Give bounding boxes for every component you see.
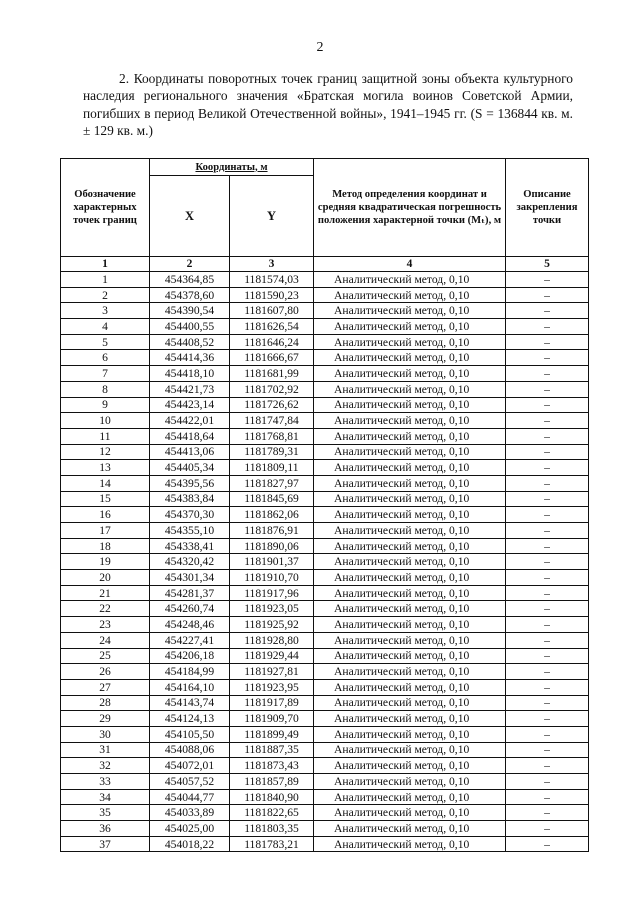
description-cell: – [506, 679, 589, 695]
x-coordinate-cell: 454088,06 [150, 742, 230, 758]
x-coordinate-cell: 454408,52 [150, 334, 230, 350]
y-coordinate-cell: 1181747,84 [230, 413, 314, 429]
y-coordinate-cell: 1181607,80 [230, 303, 314, 319]
description-cell: – [506, 726, 589, 742]
description-cell: – [506, 460, 589, 476]
description-cell: – [506, 444, 589, 460]
y-coordinate-cell: 1181803,35 [230, 821, 314, 837]
description-cell: – [506, 523, 589, 539]
table-row [61, 601, 589, 617]
description-cell: – [506, 711, 589, 727]
table-row [61, 523, 589, 539]
description-cell: – [506, 554, 589, 570]
y-coordinate-cell: 1181626,54 [230, 319, 314, 335]
description-cell: – [506, 695, 589, 711]
description-cell: – [506, 303, 589, 319]
method-cell: Аналитический метод, 0,10 [314, 679, 506, 695]
point-number-cell: 34 [61, 789, 150, 805]
description-cell: – [506, 585, 589, 601]
method-cell: Аналитический метод, 0,10 [314, 821, 506, 837]
description-cell: – [506, 758, 589, 774]
table-row [61, 428, 589, 444]
y-coordinate-cell: 1181910,70 [230, 570, 314, 586]
method-cell: Аналитический метод, 0,10 [314, 381, 506, 397]
y-coordinate-cell: 1181574,03 [230, 272, 314, 288]
table-row [61, 334, 589, 350]
point-number-cell: 36 [61, 821, 150, 837]
point-number-cell: 11 [61, 428, 150, 444]
x-coordinate-cell: 454018,22 [150, 836, 230, 852]
x-coordinate-cell: 454072,01 [150, 758, 230, 774]
x-coordinate-cell: 454184,99 [150, 664, 230, 680]
method-cell: Аналитический метод, 0,10 [314, 334, 506, 350]
x-coordinate-cell: 454370,30 [150, 507, 230, 523]
table-row [61, 397, 589, 413]
table-row [61, 287, 589, 303]
y-coordinate-cell: 1181887,35 [230, 742, 314, 758]
description-cell: – [506, 413, 589, 429]
description-cell: – [506, 366, 589, 382]
point-number-cell: 16 [61, 507, 150, 523]
table-row [61, 679, 589, 695]
description-cell: – [506, 601, 589, 617]
x-coordinate-cell: 454260,74 [150, 601, 230, 617]
table-row [61, 303, 589, 319]
table-row [61, 585, 589, 601]
method-cell: Аналитический метод, 0,10 [314, 554, 506, 570]
coordinates-table [60, 158, 589, 852]
point-number-cell: 17 [61, 523, 150, 539]
method-cell: Аналитический метод, 0,10 [314, 272, 506, 288]
y-coordinate-cell: 1181666,67 [230, 350, 314, 366]
point-number-cell: 7 [61, 366, 150, 382]
y-coordinate-cell: 1181681,99 [230, 366, 314, 382]
table-row [61, 617, 589, 633]
y-coordinate-cell: 1181646,24 [230, 334, 314, 350]
description-cell: – [506, 334, 589, 350]
y-coordinate-cell: 1181768,81 [230, 428, 314, 444]
method-cell: Аналитический метод, 0,10 [314, 491, 506, 507]
table-row [61, 475, 589, 491]
header-coordinates [150, 159, 314, 176]
x-coordinate-cell: 454124,13 [150, 711, 230, 727]
x-coordinate-cell: 454206,18 [150, 648, 230, 664]
method-cell: Аналитический метод, 0,10 [314, 475, 506, 491]
x-coordinate-cell: 454143,74 [150, 695, 230, 711]
x-coordinate-cell: 454248,46 [150, 617, 230, 633]
x-coordinate-cell: 454281,37 [150, 585, 230, 601]
y-coordinate-cell: 1181929,44 [230, 648, 314, 664]
description-cell: – [506, 428, 589, 444]
description-cell: – [506, 491, 589, 507]
y-coordinate-cell: 1181917,89 [230, 695, 314, 711]
x-coordinate-cell: 454025,00 [150, 821, 230, 837]
section-heading-text: 2. Координаты поворотных точек границ защитной зоны объекта культурного наследия регионального значения «Братская могила воинов Советской Армии, погибших в период Великой Отечественной войны», 1941–1945 гг. (S = 136844 кв. м. ± 129 кв. м.) [83, 71, 573, 139]
table-row [61, 758, 589, 774]
x-coordinate-cell: 454378,60 [150, 287, 230, 303]
description-cell: – [506, 836, 589, 852]
point-number-cell: 2 [61, 287, 150, 303]
description-cell: – [506, 507, 589, 523]
description-cell: – [506, 632, 589, 648]
method-cell: Аналитический метод, 0,10 [314, 287, 506, 303]
description-cell: – [506, 648, 589, 664]
method-cell: Аналитический метод, 0,10 [314, 726, 506, 742]
point-number-cell: 15 [61, 491, 150, 507]
method-cell: Аналитический метод, 0,10 [314, 585, 506, 601]
header-coordinates-text: Координаты, м [195, 161, 268, 173]
description-cell: – [506, 664, 589, 680]
x-coordinate-cell: 454338,41 [150, 538, 230, 554]
method-cell: Аналитический метод, 0,10 [314, 836, 506, 852]
point-number-cell: 37 [61, 836, 150, 852]
point-number-cell: 6 [61, 350, 150, 366]
description-cell: – [506, 350, 589, 366]
x-coordinate-cell: 454395,56 [150, 475, 230, 491]
method-cell: Аналитический метод, 0,10 [314, 774, 506, 790]
x-coordinate-cell: 454400,55 [150, 319, 230, 335]
description-cell: – [506, 538, 589, 554]
method-cell: Аналитический метод, 0,10 [314, 570, 506, 586]
y-coordinate-cell: 1181899,49 [230, 726, 314, 742]
method-cell: Аналитический метод, 0,10 [314, 303, 506, 319]
table-row [61, 805, 589, 821]
y-coordinate-cell: 1181789,31 [230, 444, 314, 460]
description-cell: – [506, 821, 589, 837]
x-coordinate-cell: 454105,50 [150, 726, 230, 742]
table-row [61, 319, 589, 335]
description-cell: – [506, 475, 589, 491]
point-number-cell: 1 [61, 272, 150, 288]
header-x: X [150, 176, 230, 257]
column-number: 4 [314, 257, 506, 272]
method-cell: Аналитический метод, 0,10 [314, 617, 506, 633]
header-method: Метод определения координат и средняя квадратическая погрешность положения характерной точки (Mₜ), м [314, 159, 506, 257]
y-coordinate-cell: 1181890,06 [230, 538, 314, 554]
method-cell: Аналитический метод, 0,10 [314, 632, 506, 648]
point-number-cell: 32 [61, 758, 150, 774]
table-row [61, 491, 589, 507]
method-cell: Аналитический метод, 0,10 [314, 350, 506, 366]
table-body [61, 272, 589, 852]
point-number-cell: 28 [61, 695, 150, 711]
y-coordinate-cell: 1181702,92 [230, 381, 314, 397]
x-coordinate-cell: 454364,85 [150, 272, 230, 288]
point-number-cell: 8 [61, 381, 150, 397]
x-coordinate-cell: 454390,54 [150, 303, 230, 319]
table-row [61, 695, 589, 711]
x-coordinate-cell: 454383,84 [150, 491, 230, 507]
table-row [61, 444, 589, 460]
point-number-cell: 18 [61, 538, 150, 554]
x-coordinate-cell: 454423,14 [150, 397, 230, 413]
table-row [61, 460, 589, 476]
y-coordinate-cell: 1181822,65 [230, 805, 314, 821]
table-row [61, 632, 589, 648]
y-coordinate-cell: 1181925,92 [230, 617, 314, 633]
table-row [61, 742, 589, 758]
point-number-cell: 30 [61, 726, 150, 742]
table-row [61, 648, 589, 664]
point-number-cell: 33 [61, 774, 150, 790]
point-number-cell: 29 [61, 711, 150, 727]
y-coordinate-cell: 1181840,90 [230, 789, 314, 805]
point-number-cell: 14 [61, 475, 150, 491]
y-coordinate-cell: 1181928,80 [230, 632, 314, 648]
table-row [61, 272, 589, 288]
point-number-cell: 9 [61, 397, 150, 413]
method-cell: Аналитический метод, 0,10 [314, 758, 506, 774]
y-coordinate-cell: 1181927,81 [230, 664, 314, 680]
y-coordinate-cell: 1181827,97 [230, 475, 314, 491]
x-coordinate-cell: 454320,42 [150, 554, 230, 570]
method-cell: Аналитический метод, 0,10 [314, 601, 506, 617]
y-coordinate-cell: 1181917,96 [230, 585, 314, 601]
point-number-cell: 20 [61, 570, 150, 586]
description-cell: – [506, 319, 589, 335]
method-cell: Аналитический метод, 0,10 [314, 444, 506, 460]
description-cell: – [506, 617, 589, 633]
y-coordinate-cell: 1181590,23 [230, 287, 314, 303]
x-coordinate-cell: 454057,52 [150, 774, 230, 790]
point-number-cell: 3 [61, 303, 150, 319]
x-coordinate-cell: 454422,01 [150, 413, 230, 429]
point-number-cell: 10 [61, 413, 150, 429]
header-y: Y [230, 176, 314, 257]
y-coordinate-cell: 1181845,69 [230, 491, 314, 507]
table-row [61, 507, 589, 523]
table-row [61, 774, 589, 790]
description-cell: – [506, 381, 589, 397]
method-cell: Аналитический метод, 0,10 [314, 664, 506, 680]
column-number: 2 [150, 257, 230, 272]
method-cell: Аналитический метод, 0,10 [314, 711, 506, 727]
x-coordinate-cell: 454418,64 [150, 428, 230, 444]
x-coordinate-cell: 454355,10 [150, 523, 230, 539]
table-row [61, 711, 589, 727]
method-cell: Аналитический метод, 0,10 [314, 366, 506, 382]
description-cell: – [506, 287, 589, 303]
point-number-cell: 13 [61, 460, 150, 476]
description-cell: – [506, 397, 589, 413]
table-row [61, 413, 589, 429]
table-row [61, 726, 589, 742]
point-number-cell: 35 [61, 805, 150, 821]
x-coordinate-cell: 454405,34 [150, 460, 230, 476]
point-number-cell: 26 [61, 664, 150, 680]
x-coordinate-cell: 454418,10 [150, 366, 230, 382]
point-number-cell: 12 [61, 444, 150, 460]
header-description: Описание закрепления точки [506, 159, 589, 257]
description-cell: – [506, 805, 589, 821]
y-coordinate-cell: 1181862,06 [230, 507, 314, 523]
point-number-cell: 24 [61, 632, 150, 648]
point-number-cell: 27 [61, 679, 150, 695]
point-number-cell: 19 [61, 554, 150, 570]
x-coordinate-cell: 454414,36 [150, 350, 230, 366]
method-cell: Аналитический метод, 0,10 [314, 789, 506, 805]
method-cell: Аналитический метод, 0,10 [314, 805, 506, 821]
x-coordinate-cell: 454301,34 [150, 570, 230, 586]
point-number-cell: 22 [61, 601, 150, 617]
description-cell: – [506, 789, 589, 805]
method-cell: Аналитический метод, 0,10 [314, 428, 506, 444]
method-cell: Аналитический метод, 0,10 [314, 397, 506, 413]
x-coordinate-cell: 454227,41 [150, 632, 230, 648]
y-coordinate-cell: 1181909,70 [230, 711, 314, 727]
method-cell: Аналитический метод, 0,10 [314, 538, 506, 554]
table-row [61, 381, 589, 397]
point-number-cell: 4 [61, 319, 150, 335]
table-row [61, 664, 589, 680]
y-coordinate-cell: 1181873,43 [230, 758, 314, 774]
header-point-designation: Обозначение характерных точек границ [61, 159, 150, 257]
method-cell: Аналитический метод, 0,10 [314, 742, 506, 758]
y-coordinate-cell: 1181809,11 [230, 460, 314, 476]
y-coordinate-cell: 1181923,05 [230, 601, 314, 617]
table-row [61, 554, 589, 570]
y-coordinate-cell: 1181726,62 [230, 397, 314, 413]
description-cell: – [506, 774, 589, 790]
point-number-cell: 25 [61, 648, 150, 664]
table-row [61, 570, 589, 586]
column-number: 5 [506, 257, 589, 272]
table-row [61, 836, 589, 852]
method-cell: Аналитический метод, 0,10 [314, 413, 506, 429]
x-coordinate-cell: 454421,73 [150, 381, 230, 397]
method-cell: Аналитический метод, 0,10 [314, 507, 506, 523]
y-coordinate-cell: 1181901,37 [230, 554, 314, 570]
table-row [61, 538, 589, 554]
column-number: 3 [230, 257, 314, 272]
method-cell: Аналитический метод, 0,10 [314, 319, 506, 335]
description-cell: – [506, 272, 589, 288]
point-number-cell: 31 [61, 742, 150, 758]
table-row [61, 789, 589, 805]
x-coordinate-cell: 454044,77 [150, 789, 230, 805]
y-coordinate-cell: 1181876,91 [230, 523, 314, 539]
x-coordinate-cell: 454033,89 [150, 805, 230, 821]
point-number-cell: 23 [61, 617, 150, 633]
point-number-cell: 21 [61, 585, 150, 601]
method-cell: Аналитический метод, 0,10 [314, 648, 506, 664]
x-coordinate-cell: 454164,10 [150, 679, 230, 695]
y-coordinate-cell: 1181923,95 [230, 679, 314, 695]
description-cell: – [506, 570, 589, 586]
y-coordinate-cell: 1181857,89 [230, 774, 314, 790]
table-row [61, 350, 589, 366]
column-number: 1 [61, 257, 150, 272]
point-number-cell: 5 [61, 334, 150, 350]
method-cell: Аналитический метод, 0,10 [314, 460, 506, 476]
section-heading [83, 70, 573, 140]
method-cell: Аналитический метод, 0,10 [314, 523, 506, 539]
table-row [61, 821, 589, 837]
page-number: 2 [316, 40, 324, 55]
x-coordinate-cell: 454413,06 [150, 444, 230, 460]
description-cell: – [506, 742, 589, 758]
y-coordinate-cell: 1181783,21 [230, 836, 314, 852]
method-cell: Аналитический метод, 0,10 [314, 695, 506, 711]
table-row [61, 366, 589, 382]
